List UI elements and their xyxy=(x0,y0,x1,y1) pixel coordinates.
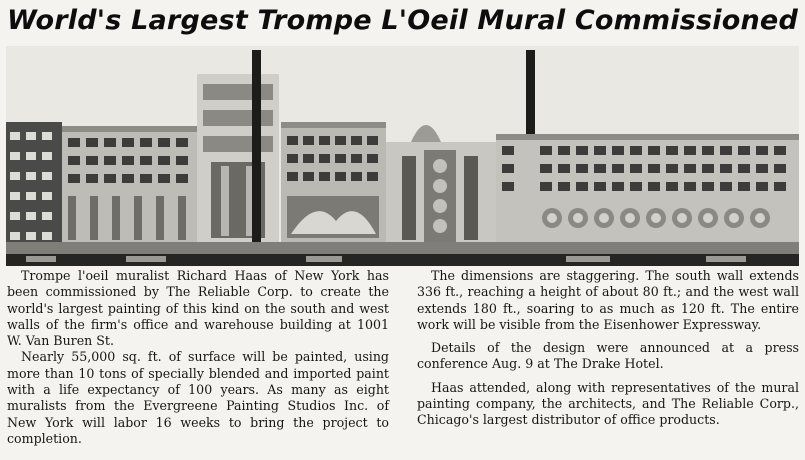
paragraph: Details of the design were announced at a press conference Aug. 9 at The Drake Hotel. xyxy=(417,340,799,372)
headline: World's Largest Trompe L'Oeil Mural Commissioned xyxy=(7,5,798,36)
building-mural-photo-icon xyxy=(6,46,799,266)
paragraph: Nearly 55,000 sq. ft. of surface will be painted, using more than 10 tons of specially blended and imported paint with a life expectancy of 100 years. As many as eight muralists from the Evergreene Painting Studios Inc. of New York will labor 16 weeks to bring the project to completion. xyxy=(7,349,389,446)
article-column-right xyxy=(417,268,799,429)
paragraph: Trompe l'oeil muralist Richard Haas of New York has been commissioned by The Reliable Corp. to create the world's largest painting of this kind on the south and west walls of the firm's office and warehouse building at 1001 W. Van Buren St. xyxy=(7,268,389,349)
paragraph: The dimensions are staggering. The south wall extends 336 ft., reaching a height of about 80 ft.; and the west wall extends 180 ft., soaring to as much as 120 ft. The entire work will be visible from the Eisenhower Expressway. xyxy=(417,268,799,332)
mural-photo xyxy=(6,46,799,266)
article-column-left xyxy=(7,268,389,447)
paragraph: Haas attended, along with representatives of the mural painting company, the architects, and The Reliable Corp., Chicago's largest distributor of office products. xyxy=(417,379,799,428)
